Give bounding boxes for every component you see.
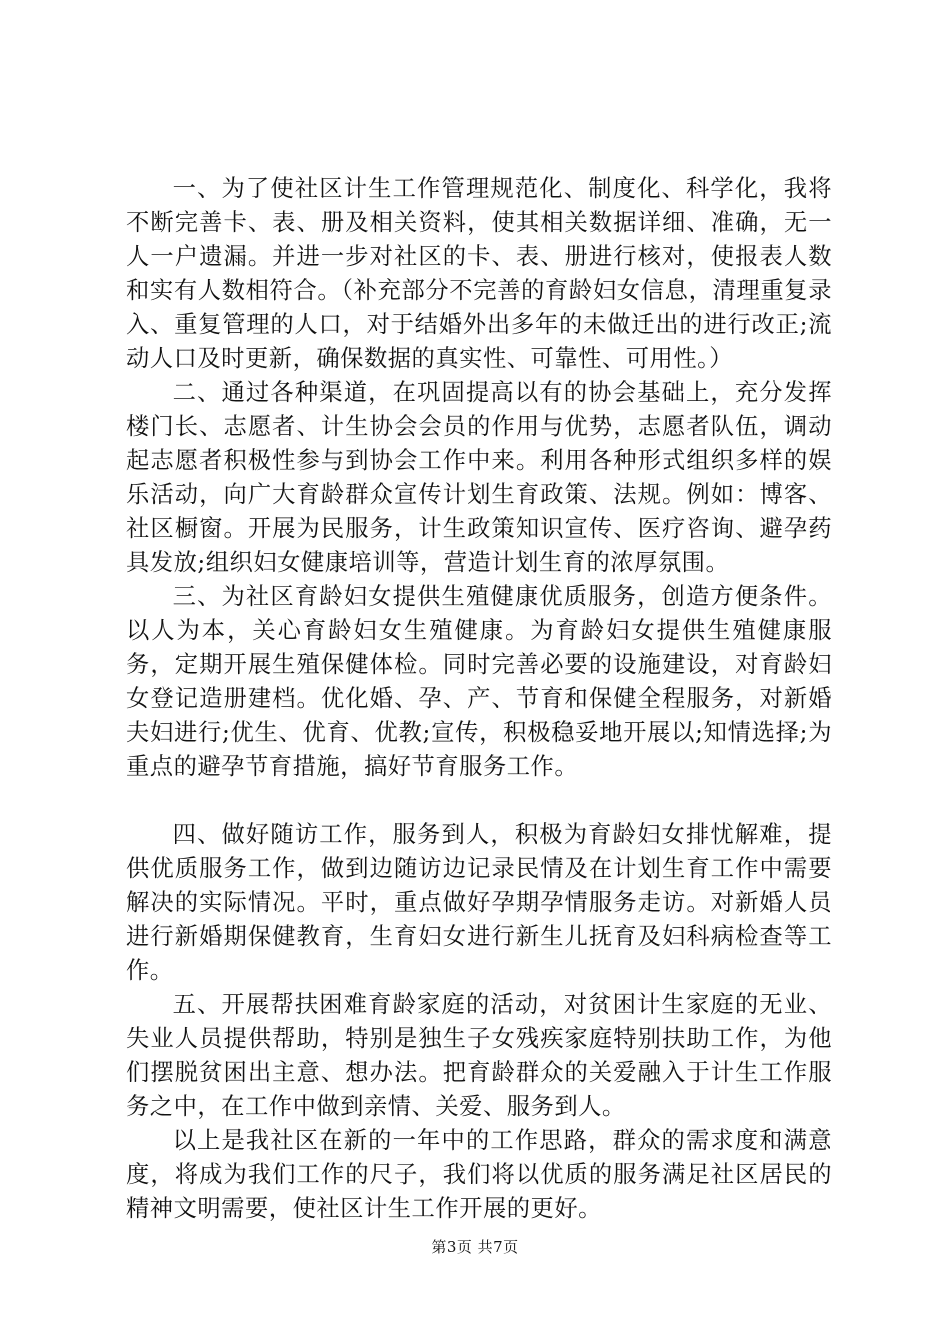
paragraph-4: 四、做好随访工作，服务到人，积极为育龄妇女排忧解难，提供优质服务工作，做到边随访边记录民情及在计划生育工作中需要解决的实际情况。平时，重点做好孕期孕情服务走访。对新婚人员进行新婚期保健教育，生育妇女进行新生儿抚育及妇科病检查等工作。: [126, 821, 832, 984]
paragraph-2: 二、通过各种渠道，在巩固提高以有的协会基础上，充分发挥楼门长、志愿者、计生协会会员的作用与优势，志愿者队伍，调动起志愿者积极性参与到协会工作中来。利用各种形式组织多样的娱乐活动，向广大育龄群众宣传计划生育政策、法规。例如：博客、社区橱窗。开展为民服务，计生政策知识宣传、医疗咨询、避孕药具发放;组织妇女健康培训等，营造计划生育的浓厚氛围。: [126, 379, 832, 576]
paragraph-spacer: [126, 784, 832, 818]
page-number-footer: 第3页 共7页: [431, 1238, 519, 1256]
document-body: [126, 172, 832, 1226]
paragraph-1: 一、为了使社区计生工作管理规范化、制度化、科学化，我将不断完善卡、表、册及相关资料，使其相关数据详细、准确，无一人一户遗漏。并进一步对社区的卡、表、册进行核对，使报表人数和实有人数相符合。（补充部分不完善的育龄妇女信息，清理重复录入、重复管理的人口，对于结婚外出多年的未做迁出的进行改正;流动人口及时更新，确保数据的真实性、可靠性、可用性。）: [126, 175, 832, 372]
paragraph-5: 五、开展帮扶困难育龄家庭的活动，对贫困计生家庭的无业、失业人员提供帮助，特别是独生子女残疾家庭特别扶助工作，为他们摆脱贫困出主意、想办法。把育龄群众的关爱融入于计生工作服务之中，在工作中做到亲情、关爱、服务到人。: [126, 991, 832, 1120]
paragraph-3: 三、为社区育龄妇女提供生殖健康优质服务，创造方便条件。以人为本，关心育龄妇女生殖健康。为育龄妇女提供生殖健康服务，定期开展生殖保健体检。同时完善必要的设施建设，对育龄妇女登记造册建档。优化婚、孕、产、节育和保健全程服务，对新婚夫妇进行;优生、优育、优教;宣传，积极稳妥地开展以;知情选择;为重点的避孕节育措施，搞好节育服务工作。: [126, 583, 832, 780]
paragraph-6: 以上是我社区在新的一年中的工作思路，群众的需求度和满意度，将成为我们工作的尺子，我们将以优质的服务满足社区居民的精神文明需要，使社区计生工作开展的更好。: [126, 1127, 832, 1222]
